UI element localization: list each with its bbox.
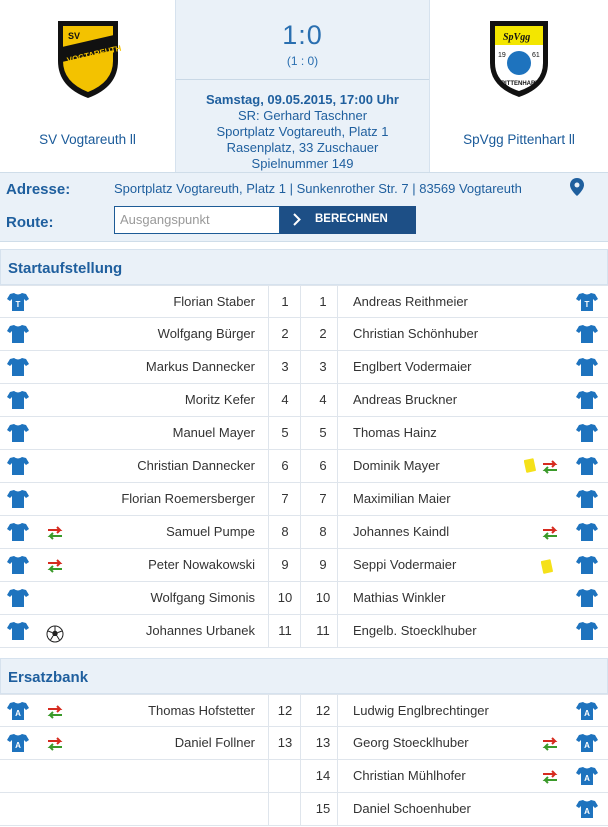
home-player-number: 2 [281, 326, 289, 341]
column-divider [268, 483, 269, 515]
away-player-number: 14 [315, 768, 331, 783]
match-date: Samstag, 09.05.2015, 17:00 Uhr [206, 92, 399, 107]
jersey-icon [7, 357, 29, 377]
svg-text:A: A [584, 709, 590, 718]
calculate-route-label: BERECHNEN [315, 213, 388, 225]
home-player-name[interactable]: Peter Nowakowski [148, 557, 255, 572]
lineup-row [0, 549, 608, 582]
home-player-number [270, 760, 300, 792]
column-divider [300, 582, 301, 614]
lineup-title: Startaufstellung [8, 260, 123, 277]
home-player-name[interactable]: Markus Dannecker [145, 359, 255, 374]
jersey-icon [576, 588, 598, 608]
jersey-icon [576, 799, 598, 819]
column-divider [300, 615, 301, 647]
column-divider [300, 516, 301, 548]
away-player-number: 12 [315, 703, 331, 718]
jersey-icon [576, 733, 598, 753]
home-player-number: 11 [278, 623, 292, 638]
jersey-icon [7, 588, 29, 608]
svg-text:A: A [15, 709, 21, 718]
away-player-name[interactable]: Dominik Mayer [353, 458, 440, 473]
lineup-header [0, 249, 608, 285]
address-panel [0, 172, 608, 242]
jersey-icon [7, 489, 29, 509]
bench-row [0, 760, 608, 793]
jersey-icon [576, 423, 598, 443]
column-divider [300, 483, 301, 515]
lineup-section [0, 249, 608, 648]
away-player-name[interactable]: Seppi Vodermaier [353, 557, 457, 572]
away-player-number: 2 [319, 326, 327, 341]
home-player-number: 8 [281, 524, 289, 539]
bench-section [0, 658, 608, 826]
lineup-row [0, 285, 608, 318]
away-player-name[interactable]: Daniel Schoenhuber [353, 801, 471, 816]
map-pin-icon[interactable] [570, 178, 584, 196]
away-player-name[interactable]: Johannes Kaindl [353, 524, 450, 539]
goal-ball-icon [46, 625, 64, 643]
away-player-name[interactable]: Ludwig Englbrechtinger [353, 703, 489, 718]
home-player-number: 10 [277, 590, 293, 605]
away-logo-text: PITTENHART [501, 81, 539, 87]
home-player-number: 4 [281, 392, 289, 407]
away-logo-top: SpVgg [503, 32, 531, 43]
jersey-icon [576, 522, 598, 542]
away-player-name[interactable]: Maximilian Maier [353, 491, 451, 506]
game-number: Spielnummer 149 [251, 156, 354, 171]
svg-text:A: A [15, 741, 21, 750]
score-panel [175, 0, 430, 172]
away-player-number: 11 [316, 623, 330, 638]
away-player-number: 10 [315, 590, 331, 605]
jersey-icon [576, 766, 598, 786]
away-player-number: 8 [319, 524, 327, 539]
substitution-icon [541, 526, 559, 540]
bench-row [0, 694, 608, 727]
jersey-icon [576, 357, 598, 377]
svg-text:A: A [584, 774, 590, 783]
column-divider [268, 516, 269, 548]
referee: SR: Gerhard Taschner [237, 108, 368, 123]
column-divider [300, 727, 301, 759]
jersey-icon [576, 555, 598, 575]
jersey-icon [7, 701, 29, 721]
away-player-name[interactable]: Christian Mühlhofer [353, 768, 466, 783]
final-score: 1:0 [282, 20, 323, 50]
jersey-icon [7, 555, 29, 575]
column-divider [300, 384, 301, 416]
home-logo-top: SV [67, 31, 80, 41]
bench-table [0, 694, 608, 826]
lineup-row [0, 318, 608, 351]
jersey-icon [576, 489, 598, 509]
away-player-number: 15 [315, 801, 331, 816]
svg-text:T: T [15, 300, 21, 309]
column-divider [300, 450, 301, 482]
away-player-name[interactable]: Englbert Vodermaier [353, 359, 472, 374]
lineup-table [0, 285, 608, 648]
column-divider [300, 351, 301, 383]
route-label: Route: [6, 214, 54, 231]
jersey-icon [7, 292, 29, 312]
home-player-number: 9 [281, 557, 289, 572]
home-player-number: 13 [277, 735, 293, 750]
away-player-name[interactable]: Mathias Winkler [353, 590, 446, 605]
lineup-row [0, 516, 608, 549]
away-team-name[interactable]: SpVgg Pittenhart ll [463, 132, 575, 147]
away-player-name[interactable]: Christian Schönhuber [353, 326, 479, 341]
away-player-name[interactable]: Andreas Bruckner [353, 392, 458, 407]
home-player-number: 12 [277, 703, 293, 718]
column-divider [300, 793, 301, 825]
home-player-number: 3 [281, 359, 289, 374]
home-logo-text: VOGTAREUTH [65, 43, 122, 65]
jersey-icon [576, 324, 598, 344]
lineup-row [0, 483, 608, 516]
column-divider [268, 760, 269, 792]
away-player-number: 5 [319, 425, 327, 440]
jersey-icon [7, 423, 29, 443]
home-player-name[interactable]: Wolfgang Bürger [157, 326, 255, 341]
home-player-number: 7 [281, 491, 289, 506]
lineup-row [0, 351, 608, 384]
home-player-name[interactable]: Florian Roemersberger [121, 491, 255, 506]
home-player-number: 6 [281, 458, 289, 473]
column-divider [268, 695, 269, 726]
calculate-route-button[interactable] [280, 206, 416, 234]
home-player-number [270, 793, 300, 825]
column-divider [268, 727, 269, 759]
address-label: Adresse: [6, 181, 71, 198]
bench-header [0, 658, 608, 694]
substitution-icon [541, 460, 559, 474]
column-divider [300, 549, 301, 581]
substitution-icon [541, 737, 559, 751]
away-logo-year1: 19 [498, 52, 506, 59]
away-player-number: 4 [319, 392, 327, 407]
away-player-number: 13 [315, 735, 331, 750]
column-divider [268, 417, 269, 449]
bench-title: Ersatzbank [8, 669, 89, 686]
column-divider [300, 286, 301, 317]
home-player-name[interactable]: Thomas Hofstetter [148, 703, 255, 718]
column-divider [268, 793, 269, 825]
column-divider [268, 318, 269, 350]
home-team[interactable] [0, 0, 175, 172]
substitution-icon [541, 770, 559, 784]
home-player-name[interactable]: Daniel Follner [174, 735, 255, 750]
home-player-name[interactable]: Moritz Kefer [184, 392, 255, 407]
yellow-card-icon [541, 559, 553, 575]
jersey-icon [576, 292, 598, 312]
column-divider [268, 615, 269, 647]
svg-text:T: T [584, 300, 590, 309]
bench-row [0, 793, 608, 826]
substitution-icon [46, 526, 64, 540]
halftime-score: (1 : 0) [286, 54, 319, 68]
substitution-icon [46, 705, 64, 719]
address-text[interactable]: Sportplatz Vogtareuth, Platz 1 | Sunkenrother Str. 7 | 83569 Vogtareuth [114, 181, 522, 196]
match-header [0, 0, 608, 172]
away-player-number: 7 [319, 491, 327, 506]
jersey-icon [576, 456, 598, 476]
home-player-name[interactable]: Florian Staber [173, 294, 255, 309]
away-player-number: 9 [319, 557, 327, 572]
lineup-row [0, 417, 608, 450]
away-logo-year2: 61 [532, 52, 540, 59]
jersey-icon [576, 701, 598, 721]
away-player-name[interactable]: Thomas Hainz [353, 425, 437, 440]
jersey-icon [576, 390, 598, 410]
lineup-row [0, 582, 608, 615]
pitch-info: Rasenplatz, 33 Zuschauer [226, 140, 379, 155]
home-player-number: 1 [281, 294, 289, 309]
away-player-name[interactable]: Andreas Reithmeier [353, 294, 468, 309]
away-player-number: 1 [319, 294, 327, 309]
column-divider [268, 582, 269, 614]
home-team-logo [52, 17, 124, 101]
home-team-name[interactable]: SV Vogtareuth ll [39, 132, 136, 147]
home-player-name[interactable]: Wolfgang Simonis [150, 590, 255, 605]
column-divider [268, 286, 269, 317]
home-player-name[interactable]: Manuel Mayer [172, 425, 255, 440]
column-divider [268, 549, 269, 581]
substitution-icon [46, 737, 64, 751]
away-team[interactable] [430, 0, 608, 172]
lineup-row [0, 384, 608, 417]
column-divider [268, 450, 269, 482]
lineup-row [0, 450, 608, 483]
svg-text:A: A [584, 807, 590, 816]
yellow-card-icon [524, 458, 536, 474]
home-player-number: 5 [281, 425, 289, 440]
jersey-icon [7, 390, 29, 410]
chevron-right-icon [293, 213, 301, 226]
column-divider [268, 384, 269, 416]
away-player-name[interactable]: Georg Stoecklhuber [353, 735, 469, 750]
home-player-name[interactable]: Christian Dannecker [137, 458, 255, 473]
jersey-icon [7, 733, 29, 753]
route-start-input[interactable]: Ausgangspunkt [114, 206, 280, 234]
venue: Sportplatz Vogtareuth, Platz 1 [216, 124, 389, 139]
jersey-icon [7, 522, 29, 542]
bench-row [0, 727, 608, 760]
column-divider [300, 318, 301, 350]
column-divider [268, 351, 269, 383]
svg-text:A: A [584, 741, 590, 750]
lineup-row [0, 615, 608, 648]
home-player-name[interactable]: Johannes Urbanek [145, 623, 255, 638]
jersey-icon [7, 621, 29, 641]
substitution-icon [46, 559, 64, 573]
jersey-icon [7, 456, 29, 476]
jersey-icon [576, 621, 598, 641]
away-player-number: 6 [319, 458, 327, 473]
away-player-name[interactable]: Engelb. Stoecklhuber [353, 623, 477, 638]
away-player-number: 3 [319, 359, 327, 374]
jersey-icon [7, 324, 29, 344]
column-divider [300, 417, 301, 449]
away-team-logo [486, 17, 552, 99]
home-player-name[interactable]: Samuel Pumpe [166, 524, 255, 539]
column-divider [300, 760, 301, 792]
column-divider [300, 695, 301, 726]
